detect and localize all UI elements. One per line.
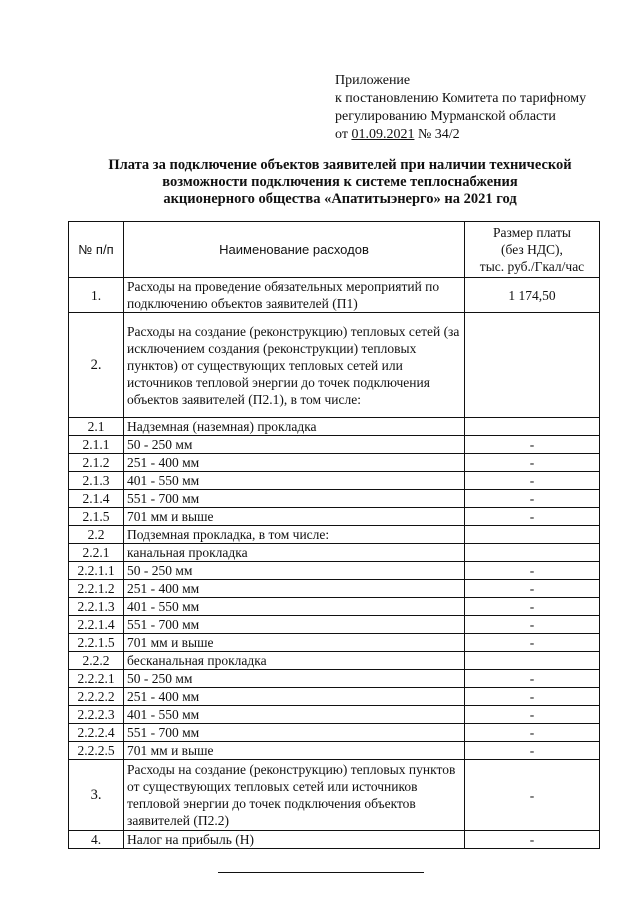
appendix-date-prefix: от [335, 127, 352, 142]
table-row [69, 760, 600, 831]
row-name: канальная прокладка [124, 544, 465, 562]
row-name: 551 - 700 мм [124, 490, 465, 508]
row-number: 2.2.1.3 [69, 598, 124, 616]
table-row [69, 634, 600, 652]
appendix-label: Приложение [335, 73, 411, 88]
row-value: - [465, 580, 600, 598]
table-row [69, 544, 600, 562]
row-value: - [465, 436, 600, 454]
row-name: Расходы на создание (реконструкцию) тепловых пунктов от существующих тепловых сетей или источников тепловой энергии до точек подключения объектов заявителей (П2.2) [124, 760, 465, 831]
title-line-1: Плата за подключение объектов заявителей при наличии технической [108, 157, 572, 173]
row-value: - [465, 706, 600, 724]
table-row [69, 526, 600, 544]
row-value [465, 652, 600, 670]
table-row [69, 436, 600, 454]
document-title [80, 157, 600, 208]
row-value: 1 174,50 [465, 278, 600, 313]
row-number: 2.1.2 [69, 454, 124, 472]
row-number: 2.2 [69, 526, 124, 544]
row-name: 50 - 250 мм [124, 436, 465, 454]
row-number: 2.2.2 [69, 652, 124, 670]
row-name: 701 мм и выше [124, 742, 465, 760]
fees-table [68, 221, 600, 849]
table-row [69, 472, 600, 490]
appendix-block [335, 72, 625, 144]
row-value [465, 526, 600, 544]
row-value [465, 544, 600, 562]
row-value: - [465, 598, 600, 616]
table-row [69, 831, 600, 849]
table-row [69, 490, 600, 508]
row-value: - [465, 742, 600, 760]
row-value: - [465, 616, 600, 634]
row-name: Расходы на проведение обязательных мероприятий по подключению объектов заявителей (П1) [124, 278, 465, 313]
title-line-2: возможности подключения к системе теплоснабжения [162, 174, 518, 190]
table-row [69, 670, 600, 688]
table-row [69, 278, 600, 313]
row-value: - [465, 508, 600, 526]
row-number: 2.2.2.4 [69, 724, 124, 742]
row-number: 2.2.2.2 [69, 688, 124, 706]
row-name: Надземная (наземная) прокладка [124, 418, 465, 436]
row-number: 2.2.1.2 [69, 580, 124, 598]
row-name: 401 - 550 мм [124, 706, 465, 724]
header-price-line-3: тыс. руб./Гкал/час [479, 259, 585, 274]
appendix-date: 01.09.2021 [351, 127, 415, 142]
row-name: 701 мм и выше [124, 508, 465, 526]
row-number: 2.1.3 [69, 472, 124, 490]
table-row [69, 724, 600, 742]
row-name: Налог на прибыль (Н) [124, 831, 465, 849]
row-number: 2.1.5 [69, 508, 124, 526]
row-value: - [465, 670, 600, 688]
row-number: 1. [69, 278, 124, 313]
row-number: 2.1.4 [69, 490, 124, 508]
table-row [69, 418, 600, 436]
row-name: 551 - 700 мм [124, 616, 465, 634]
row-name: 251 - 400 мм [124, 688, 465, 706]
row-number: 4. [69, 831, 124, 849]
row-value: - [465, 562, 600, 580]
appendix-number: № 34/2 [414, 127, 460, 142]
row-number: 2.1 [69, 418, 124, 436]
header-name: Наименование расходов [124, 222, 465, 278]
row-name: 251 - 400 мм [124, 580, 465, 598]
table-row [69, 508, 600, 526]
table-header-row [69, 222, 600, 278]
row-value: - [465, 760, 600, 831]
row-number: 2. [69, 313, 124, 418]
row-number: 2.1.1 [69, 436, 124, 454]
appendix-resolution: к постановлению Комитета по тарифному [335, 91, 587, 106]
table-row [69, 562, 600, 580]
row-name: бесканальная прокладка [124, 652, 465, 670]
row-name: 551 - 700 мм [124, 724, 465, 742]
row-number: 2.2.2.1 [69, 670, 124, 688]
row-number: 2.2.1 [69, 544, 124, 562]
header-price [465, 222, 600, 278]
row-name: 50 - 250 мм [124, 670, 465, 688]
table-row [69, 742, 600, 760]
row-number: 2.2.2.5 [69, 742, 124, 760]
header-num: № п/п [69, 222, 124, 278]
row-value: - [465, 688, 600, 706]
appendix-date-line [335, 126, 625, 144]
row-number: 2.2.1.1 [69, 562, 124, 580]
row-value [465, 418, 600, 436]
table-row [69, 313, 600, 418]
table-row [69, 580, 600, 598]
row-value: - [465, 831, 600, 849]
row-number: 2.2.1.4 [69, 616, 124, 634]
title-line-3: акционерного общества «Апатитыэнерго» на 2021 год [163, 191, 517, 207]
table-body [69, 278, 600, 849]
row-name: 401 - 550 мм [124, 472, 465, 490]
row-number: 3. [69, 760, 124, 831]
header-price-line-1: Размер платы [493, 225, 571, 240]
row-name: 701 мм и выше [124, 634, 465, 652]
table-row [69, 706, 600, 724]
appendix-committee: регулированию Мурманской области [335, 109, 556, 124]
row-name: 251 - 400 мм [124, 454, 465, 472]
row-number: 2.2.2.3 [69, 706, 124, 724]
table-row [69, 454, 600, 472]
row-value: - [465, 472, 600, 490]
table-row [69, 598, 600, 616]
row-value: - [465, 454, 600, 472]
row-name: Подземная прокладка, в том числе: [124, 526, 465, 544]
table-row [69, 616, 600, 634]
footer-divider [218, 872, 424, 873]
header-price-line-2: (без НДС), [501, 242, 563, 257]
table-row [69, 688, 600, 706]
row-value: - [465, 724, 600, 742]
row-value: - [465, 490, 600, 508]
row-value: - [465, 634, 600, 652]
row-number: 2.2.1.5 [69, 634, 124, 652]
row-name: 50 - 250 мм [124, 562, 465, 580]
row-name: 401 - 550 мм [124, 598, 465, 616]
row-value [465, 313, 600, 418]
row-name: Расходы на создание (реконструкцию) тепловых сетей (за исключением создания (реконструкции) тепловых пунктов) от существующих тепловых сетей или источников тепловой энергии до точек подключения объектов заявителей (П2.1), в том числе: [124, 313, 465, 418]
table-row [69, 652, 600, 670]
